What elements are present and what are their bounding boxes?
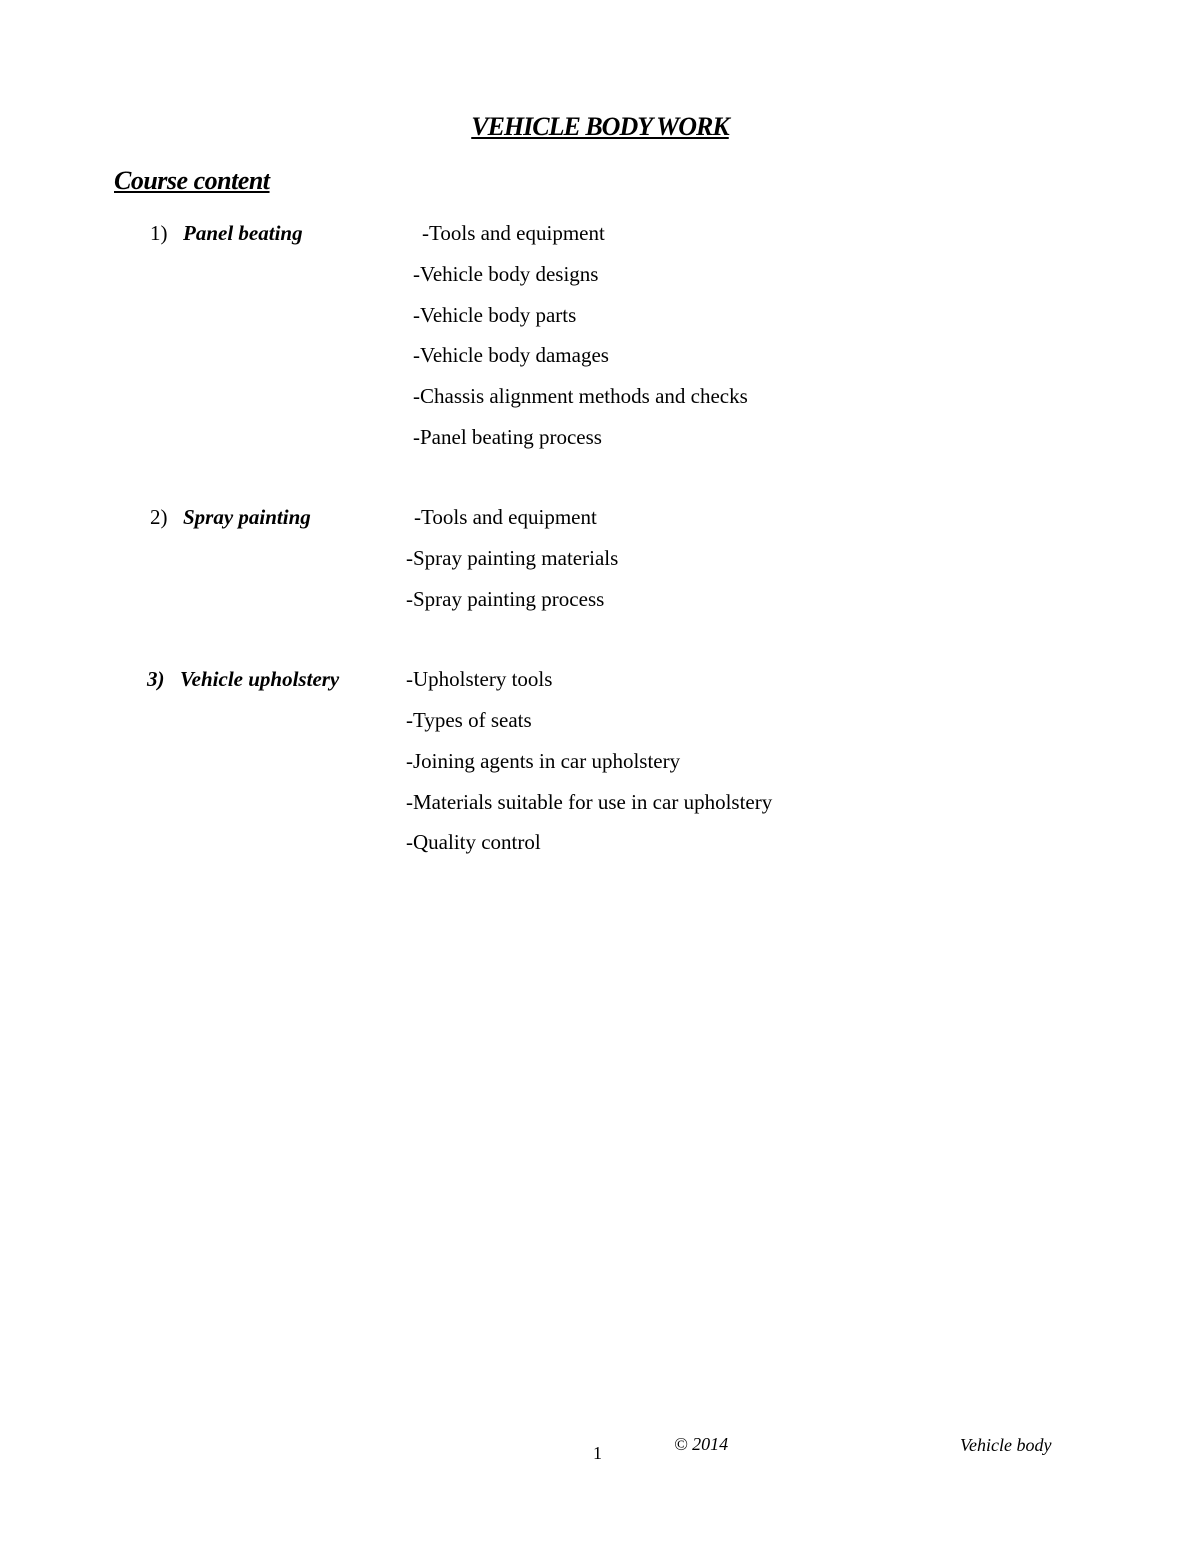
list-item: -Materials suitable for use in car upholstery: [406, 790, 773, 814]
list-item: -Tools and equipment: [422, 221, 605, 245]
section-heading: Course content: [114, 166, 270, 195]
list-item: -Quality control: [406, 830, 541, 854]
list-item: -Joining agents in car upholstery: [406, 749, 681, 773]
topic-label: Vehicle upholstery: [180, 667, 340, 691]
list-item: -Panel beating process: [413, 425, 602, 449]
document-title: VEHICLE BODY WORK: [471, 112, 729, 141]
list-item: -Tools and equipment: [414, 505, 597, 529]
list-item: -Vehicle body designs: [413, 262, 599, 286]
list-item: -Chassis alignment methods and checks: [413, 384, 748, 408]
list-item: -Spray painting process: [406, 587, 605, 611]
list-item: -Vehicle body damages: [413, 343, 609, 367]
list-item: -Spray painting materials: [406, 546, 619, 570]
list-item: -Types of seats: [406, 708, 532, 732]
topic-label: Panel beating: [183, 221, 303, 245]
page-number: 1: [593, 1443, 602, 1463]
footer-copyright: © 2014: [674, 1434, 729, 1454]
footer-label: Vehicle body: [960, 1435, 1052, 1455]
topic-number: 3): [147, 667, 165, 691]
topic-number: 1): [150, 221, 168, 245]
topic-number: 2): [150, 505, 168, 529]
list-item: -Upholstery tools: [406, 667, 553, 691]
topic-label: Spray painting: [183, 505, 311, 529]
list-item: -Vehicle body parts: [413, 303, 577, 327]
